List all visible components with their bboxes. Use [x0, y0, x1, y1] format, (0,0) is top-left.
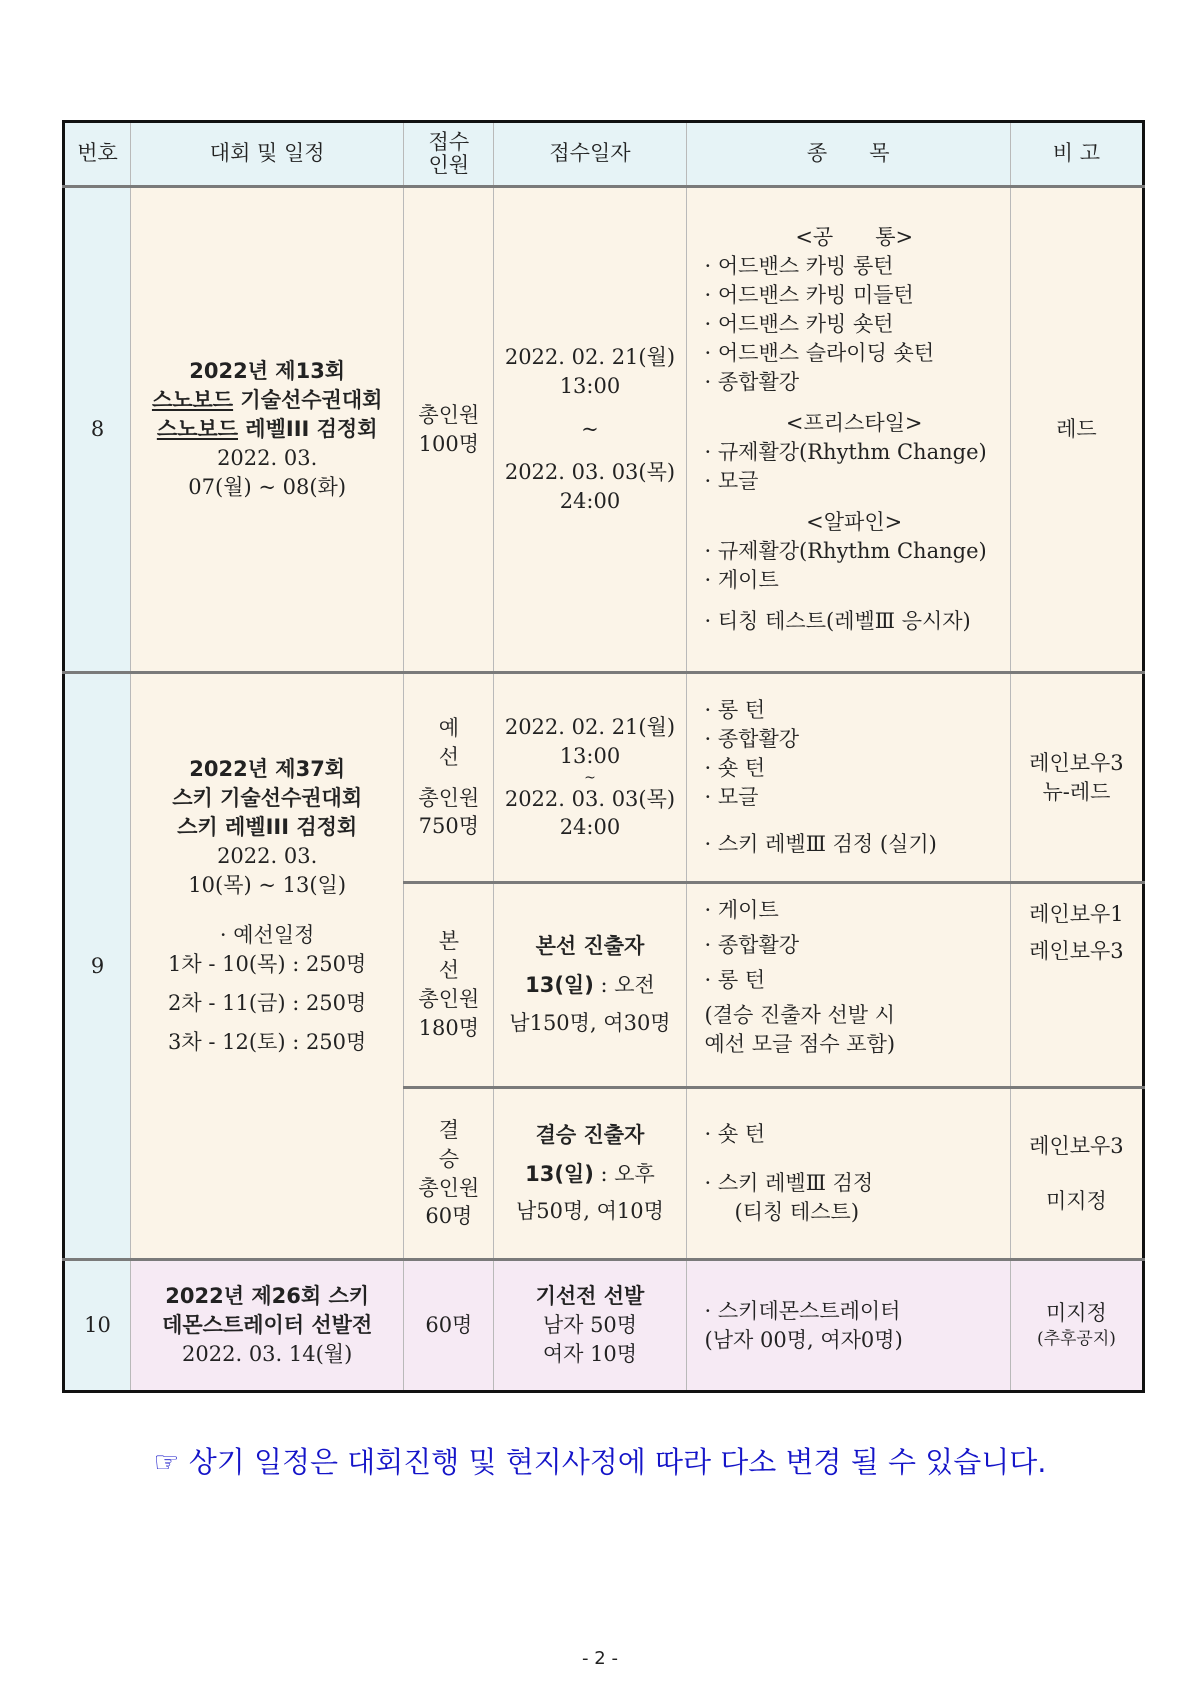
header-note: 비 고 [1010, 122, 1143, 187]
items-cell: <공 통> · 어드밴스 카빙 롱턴 · 어드밴스 카빙 미들턴 · 어드밴스 카빙 숏턴 · 어드밴스 슬라이딩 숏턴 · 종합활강 <프리스타일> · 규제활강(Rhythm Change) · 모글 <알파인> · 규제활강(Rhythm Change) · 게이트 · 티칭 테스트(레벨Ⅲ 응시자) [686, 187, 1010, 673]
quota-cell: 60명 [404, 1260, 494, 1392]
note-cell: 레드 [1010, 187, 1143, 673]
header-items: 종 목 [686, 122, 1010, 187]
items-cell: · 게이트 · 종합활강 · 롱 턴 (결승 진출자 선발 시 예선 모글 점수 포함) [686, 883, 1010, 1088]
quota-cell: 예 선 총인원 750명 [404, 673, 494, 883]
items-cell: · 롱 턴 · 종합활강 · 숏 턴 · 모글 · 스키 레벨Ⅲ 검정 (실기) [686, 673, 1010, 883]
period-cell: 2022. 02. 21(월) 13:00 ~ 2022. 03. 03(목) 24:00 [494, 673, 686, 883]
table-row [64, 673, 1144, 883]
event-cell: 2022년 제13회 스노보드 기술선수권대회 스노보드 레벨III 검정회 2022. 03. 07(월) ~ 08(화) [131, 187, 404, 673]
pointing-hand-icon: ☞ [153, 1445, 180, 1479]
schedule-table [62, 120, 1145, 1393]
items-cell: · 스키데몬스트레이터 (남자 00명, 여자0명) [686, 1260, 1010, 1392]
header-no: 번호 [64, 122, 131, 187]
note-cell: 레인보우1 레인보우3 [1010, 883, 1143, 1088]
page-number: - 2 - [582, 1648, 618, 1669]
header-event: 대회 및 일정 [131, 122, 404, 187]
row-number: 10 [64, 1260, 131, 1392]
table-header-row [64, 122, 1144, 187]
event-cell: 2022년 제26회 스키 데몬스트레이터 선발전 2022. 03. 14(월) [131, 1260, 404, 1392]
period-cell: 2022. 02. 21(월) 13:00 ~ 2022. 03. 03(목) 24:00 [494, 187, 686, 673]
note-cell: 미지정 (추후공지) [1010, 1260, 1143, 1392]
note-cell: 레인보우3 뉴-레드 [1010, 673, 1143, 883]
items-cell: · 숏 턴 · 스키 레벨Ⅲ 검정 (티칭 테스트) [686, 1088, 1010, 1260]
period-cell: 결승 진출자 13(일) : 오후 남50명, 여10명 [494, 1088, 686, 1260]
quota-cell: 본 선 총인원 180명 [404, 883, 494, 1088]
header-quota: 접수 인원 [404, 122, 494, 187]
notice-text: 상기 일정은 대회진행 및 현지사정에 따라 다소 변경 될 수 있습니다. [179, 1445, 1047, 1479]
quota-cell: 결 승 총인원 60명 [404, 1088, 494, 1260]
schedule-change-notice [0, 1440, 1200, 1481]
period-cell: 본선 진출자 13(일) : 오전 남150명, 여30명 [494, 883, 686, 1088]
row-number: 8 [64, 187, 131, 673]
header-period: 접수일자 [494, 122, 686, 187]
note-cell: 레인보우3 미지정 [1010, 1088, 1143, 1260]
quota-cell: 총인원 100명 [404, 187, 494, 673]
table-row [64, 187, 1144, 673]
period-cell: 기선전 선발 남자 50명 여자 10명 [494, 1260, 686, 1392]
row-number: 9 [64, 673, 131, 1260]
event-cell: 2022년 제37회 스키 기술선수권대회 스키 레벨III 검정회 2022. 03. 10(목) ~ 13(일) · 예선일정 1차 - 10(목) : 250명 2차 - 11(금) : 250명 3차 - 12(토) : 250명 [131, 673, 404, 1260]
table-row [64, 1260, 1144, 1392]
